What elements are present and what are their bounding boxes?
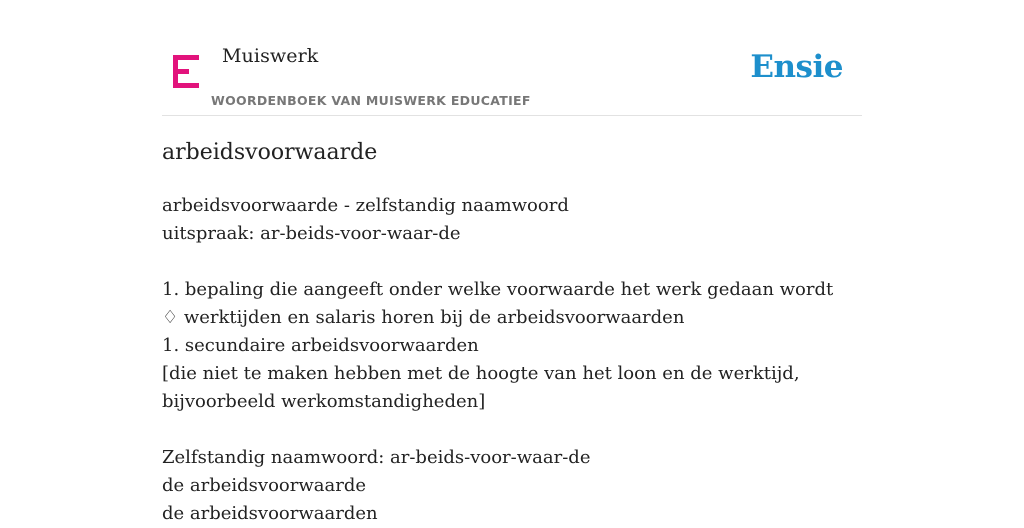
site-header bbox=[162, 0, 862, 116]
entry-line-subsense: 1. secundaire arbeidsvoorwaarden bbox=[162, 335, 479, 356]
ensie-brand-link[interactable]: Ensie bbox=[750, 49, 843, 85]
entry-line-plural: de arbeidsvoorwaarden bbox=[162, 503, 378, 524]
entry-line-definition: 1. bepaling die aangeeft onder welke voorwaarde het werk gedaan wordt bbox=[162, 279, 834, 300]
entry-line-example: ♢ werktijden en salaris horen bij de arbeidsvoorwaarden bbox=[162, 307, 685, 328]
muiswerk-logo-icon[interactable] bbox=[173, 55, 201, 89]
site-title[interactable]: Muiswerk bbox=[222, 45, 319, 67]
entry-line-pronunciation: uitspraak: ar-beids-voor-waar-de bbox=[162, 223, 461, 244]
entry-body bbox=[162, 192, 862, 528]
entry-line-subsense-note-continued: bijvoorbeeld werkomstandigheden] bbox=[162, 391, 486, 412]
entry-title: arbeidsvoorwaarde bbox=[162, 140, 378, 165]
entry-line-subsense-note: [die niet te maken hebben met de hoogte van het loon en de werktijd, bbox=[162, 363, 800, 384]
entry-line-word-class: arbeidsvoorwaarde - zelfstandig naamwoord bbox=[162, 195, 569, 216]
entry-line-hyphenation: Zelfstandig naamwoord: ar-beids-voor-waar-de bbox=[162, 447, 591, 468]
entry-line-blank bbox=[162, 416, 862, 444]
site-subtitle: WOORDENBOEK VAN MUISWERK EDUCATIEF bbox=[211, 93, 531, 108]
entry-line-singular: de arbeidsvoorwaarde bbox=[162, 475, 367, 496]
entry-line-blank bbox=[162, 248, 862, 276]
